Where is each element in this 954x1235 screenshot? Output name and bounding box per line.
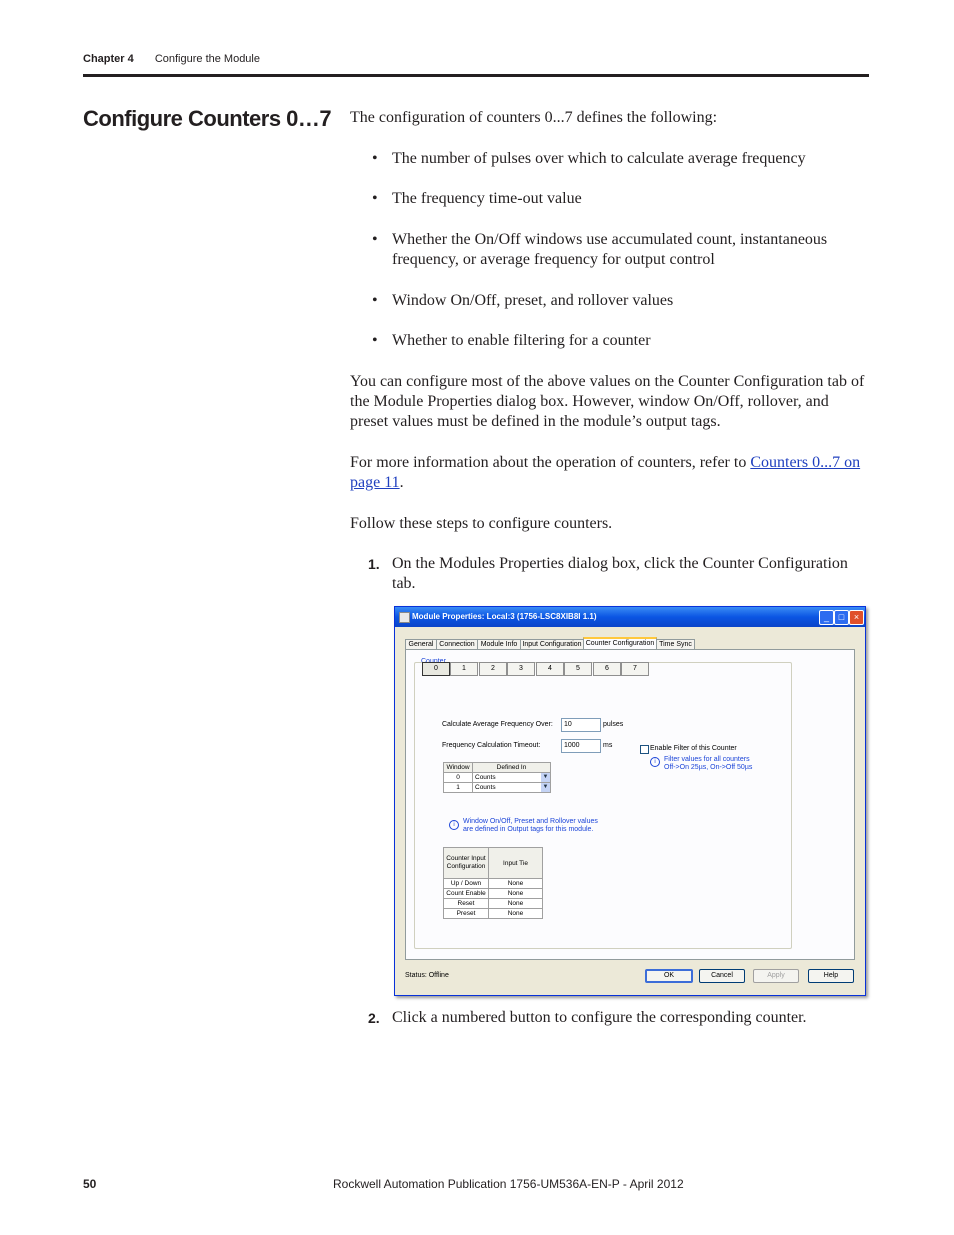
chevron-down-icon[interactable]: ▼ <box>542 784 549 790</box>
header-rule <box>83 74 869 77</box>
page-number: 50 <box>83 1177 97 1191</box>
output-tags-note-line-2: are defined in Output tags for this module. <box>463 826 594 833</box>
counters-page-link[interactable]: Counters 0...7 on page 11 <box>350 454 861 491</box>
filter-info-line-1: Filter values for all counters <box>664 756 750 763</box>
counter-button-3[interactable]: 3 <box>507 662 535 676</box>
defined-in-header: Defined In <box>473 763 551 773</box>
table-row: Preset None <box>444 909 543 919</box>
avg-frequency-label: Calculate Average Frequency Over: <box>442 721 553 728</box>
chevron-down-icon[interactable]: ▼ <box>542 774 549 780</box>
tab-counter-configuration[interactable]: Counter Configuration <box>583 637 657 651</box>
paragraph-config-tab: You can configure most of the above values on the Counter Configuration tab of the Module Properties dialog box. However, window On/Off, rollover, and preset values must be defined in the module’s output tags. <box>350 373 865 430</box>
chapter-label: Chapter 4 <box>83 53 134 65</box>
table-row: Count Enable None <box>444 889 543 899</box>
paragraph-follow-steps: Follow these steps to configure counters. <box>350 515 613 532</box>
counter-button-0[interactable]: 0 <box>422 662 450 676</box>
minimize-icon[interactable]: _ <box>819 610 834 625</box>
timeout-unit: ms <box>603 742 613 749</box>
apply-button[interactable]: Apply <box>753 969 799 983</box>
maximize-icon[interactable]: □ <box>834 610 849 625</box>
defined-in-dropdown[interactable]: Counts ▼ <box>473 773 551 783</box>
publication-info: Rockwell Automation Publication 1756-UM536A-EN-P - April 2012 <box>333 1177 684 1191</box>
info-icon: i <box>449 820 459 830</box>
filter-info-line-2: Off->On 25µs, On->Off 50µs <box>664 764 753 771</box>
counter-button-2[interactable]: 2 <box>479 662 507 676</box>
intro-paragraph: The configuration of counters 0...7 defines the following: <box>350 109 718 126</box>
info-icon: i <box>650 757 660 767</box>
status-text: Status: Offline <box>405 972 449 979</box>
window-table <box>443 762 551 793</box>
counter-button-6[interactable]: 6 <box>593 662 621 676</box>
enable-filter-checkbox[interactable] <box>640 745 649 754</box>
table-row: Reset None <box>444 899 543 909</box>
help-button[interactable]: Help <box>808 969 854 983</box>
paragraph-more-info: For more information about the operation of counters, refer to Counters 0...7 on page 11. <box>350 454 861 491</box>
tab-module-info[interactable]: Module Info <box>477 639 521 650</box>
dialog-title: Module Properties: Local:3 (1756-LSC8XIB8I 1.1) <box>412 612 597 621</box>
table-row: Up / Down None <box>444 879 543 889</box>
input-tie-header: Input Tie <box>489 848 543 879</box>
cancel-button[interactable]: Cancel <box>699 969 745 983</box>
counter-config-panel <box>405 649 855 960</box>
counter-input-config-header: Counter Input Configuration <box>444 848 489 879</box>
avg-frequency-unit: pulses <box>603 721 624 728</box>
tab-time-sync[interactable]: Time Sync <box>656 639 695 650</box>
section-title: Configure Counters 0…7 <box>83 106 332 131</box>
dialog-titlebar <box>395 607 865 627</box>
window-icon <box>399 612 410 623</box>
counter-button-7[interactable]: 7 <box>621 662 649 676</box>
chapter-title: Configure the Module <box>154 53 260 65</box>
close-icon[interactable]: × <box>849 610 864 625</box>
tab-connection[interactable]: Connection <box>436 639 478 650</box>
table-row: 1 Counts ▼ <box>444 783 551 793</box>
timeout-input[interactable]: 1000 <box>561 739 601 753</box>
tab-general[interactable]: General <box>405 639 437 650</box>
avg-frequency-input[interactable]: 10 <box>561 718 601 732</box>
timeout-label: Frequency Calculation Timeout: <box>442 742 541 749</box>
ok-button[interactable]: OK <box>645 969 693 983</box>
counter-button-5[interactable]: 5 <box>564 662 592 676</box>
counter-button-4[interactable]: 4 <box>536 662 564 676</box>
output-tags-note-line-1: Window On/Off, Preset and Rollover values <box>463 818 598 825</box>
tab-input-configuration[interactable]: Input Configuration <box>520 639 584 650</box>
defined-in-dropdown[interactable]: Counts ▼ <box>473 783 551 793</box>
input-tie-table <box>443 847 543 919</box>
enable-filter-label: Enable Filter of this Counter <box>650 745 737 752</box>
running-header <box>83 53 260 65</box>
table-row: 0 Counts ▼ <box>444 773 551 783</box>
counter-button-1[interactable]: 1 <box>450 662 478 676</box>
window-header: Window <box>444 763 473 773</box>
module-properties-dialog <box>394 606 866 996</box>
